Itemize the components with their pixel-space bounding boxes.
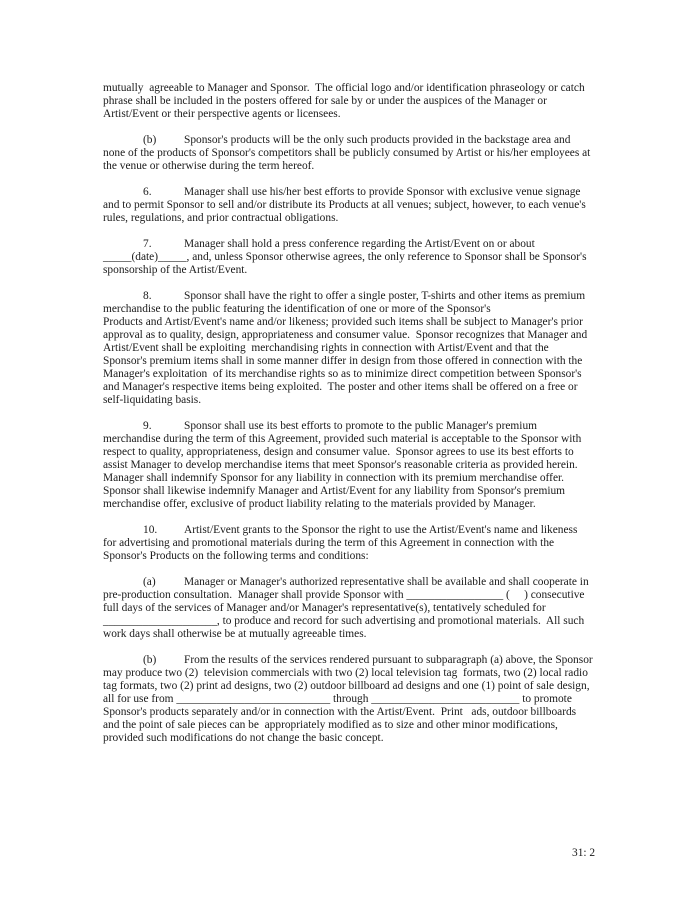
paragraph-intro-continuation: [103, 82, 603, 121]
paragraph-10b: [103, 654, 603, 745]
text-line: pre-production consultation. Manager shall provide Sponsor with _________________ ( ) consecutive: [103, 589, 585, 601]
text-line: assist Manager to develop merchandise items that meet Sponsor's reasonable criteria as provided herein.: [103, 459, 578, 471]
paragraph-9: [103, 420, 603, 511]
paragraph-number: 9.: [143, 420, 152, 432]
text-line: phrase shall be included in the posters offered for sale by or under the auspices of the Manager or: [103, 95, 547, 107]
page-number-footer: 31: 2: [572, 847, 596, 859]
paragraph-number: 7.: [143, 238, 152, 250]
text-line: approval as to quality, design, appropriateness and consumer value. Sponsor recognizes that Manager and: [103, 329, 588, 341]
text-line: merchandise during the term of this Agreement, provided such material is acceptable to the Sponsor with: [103, 433, 582, 445]
paragraph-6: [103, 186, 603, 225]
text-line: self-liquidating basis.: [103, 394, 202, 406]
document-page: [103, 82, 603, 758]
paragraph-8: [103, 290, 603, 407]
paragraph-10: [103, 524, 603, 563]
text-line: Manager shall use his/her best efforts to provide Sponsor with exclusive venue signage: [184, 186, 581, 198]
paragraph-number: (b): [143, 134, 157, 146]
text-line: Artist/Event shall be exploiting merchandising rights in connection with Artist/Event and that the: [103, 342, 549, 354]
text-line: From the results of the services rendered pursuant to subparagraph (a) above, the Sponsor: [184, 654, 593, 666]
text-line: none of the products of Sponsor's competitors shall be publicly consumed by Artist or his/her employees at: [103, 147, 591, 159]
text-line: ____________________, to produce and record for such advertising and promotional materials. All such: [103, 615, 585, 627]
text-line: may produce two (2) television commercials with two (2) local television tag formats, two (2) local radio: [103, 667, 588, 679]
paragraph-number: 10.: [143, 524, 158, 536]
text-line: mutually agreeable to Manager and Sponsor. The official logo and/or identification phraseology or catch: [103, 82, 585, 94]
text-line: Sponsor shall likewise indemnify Manager and Artist/Event for any liability from Sponsor's premium: [103, 485, 566, 497]
text-line: Artist/Event grants to the Sponsor the right to use the Artist/Event's name and likeness: [184, 524, 578, 536]
text-line: _____(date)_____, and, unless Sponsor otherwise agrees, the only reference to Sponsor shall be Sponsor's: [103, 251, 587, 263]
text-line: all for use from ___________________________ through __________________________ to promote: [103, 693, 572, 705]
text-line: rules, regulations, and prior contractual obligations.: [103, 212, 339, 224]
text-line: Sponsor's Products on the following terms and conditions:: [103, 550, 369, 562]
text-line: Sponsor shall use its best efforts to promote to the public Manager's premium: [184, 420, 537, 432]
paragraph-number: 6.: [143, 186, 152, 198]
paragraph-10a: [103, 576, 603, 641]
text-line: and the point of sale pieces can be appropriately modified as to size and other minor modifications,: [103, 719, 558, 731]
text-line: Products and Artist/Event's name and/or likeness; provided such items shall be subject to Manager's prior: [103, 316, 583, 328]
text-line: Sponsor's products separately and/or in connection with the Artist/Event. Print ads, outdoor billboards: [103, 706, 577, 718]
paragraph-number: (a): [143, 576, 156, 588]
text-line: Sponsor's premium items shall in some manner differ in design from those offered in connection with the: [103, 355, 583, 367]
text-line: Manager shall indemnify Sponsor for any liability in connection with its premium merchandise offer.: [103, 472, 565, 484]
text-line: sponsorship of the Artist/Event.: [103, 264, 248, 276]
text-line: work days shall otherwise be at mutually agreeable times.: [103, 628, 367, 640]
text-line: the venue or otherwise during the term hereof.: [103, 160, 315, 172]
text-line: Manager shall hold a press conference regarding the Artist/Event on or about: [184, 238, 535, 250]
text-line: respect to quality, appropriateness, design and consumer value. Sponsor agrees to use its best efforts to: [103, 446, 574, 458]
paragraph-number: 8.: [143, 290, 152, 302]
text-line: tag formats, two (2) print ad designs, two (2) outdoor billboard ad designs and one (1) point of sale design,: [103, 680, 590, 692]
text-line: provided such modifications do not change the basic concept.: [103, 732, 384, 744]
text-line: full days of the services of Manager and/or Manager's representative(s), tentatively scheduled for: [103, 602, 546, 614]
text-line: Sponsor's products will be the only such products provided in the backstage area and: [184, 134, 571, 146]
text-line: merchandise to the public featuring the identification of one or more of the Sponsor's: [103, 303, 491, 315]
text-line: Artist/Event or their perspective agents or licensees.: [103, 108, 341, 120]
text-line: Sponsor shall have the right to offer a single poster, T-shirts and other items as premium: [184, 290, 586, 302]
paragraph-b-backstage: [103, 134, 603, 173]
paragraph-7: [103, 238, 603, 277]
paragraph-number: (b): [143, 654, 157, 666]
text-line: Manager or Manager's authorized representative shall be available and shall cooperate in: [184, 576, 589, 588]
text-line: merchandise offer, exclusive of product liability relating to the materials provided by Manager.: [103, 498, 536, 510]
text-line: and to permit Sponsor to sell and/or distribute its Products at all venues; subject, however, to each venue's: [103, 199, 586, 211]
text-line: Manager's exploitation of its merchandise rights so as to minimize direct competition between Sponsor's: [103, 368, 582, 380]
text-line: and Manager's respective items being exploited. The poster and other items shall be offered on a free or: [103, 381, 578, 393]
text-line: for advertising and promotional materials during the term of this Agreement in connection with the: [103, 537, 555, 549]
